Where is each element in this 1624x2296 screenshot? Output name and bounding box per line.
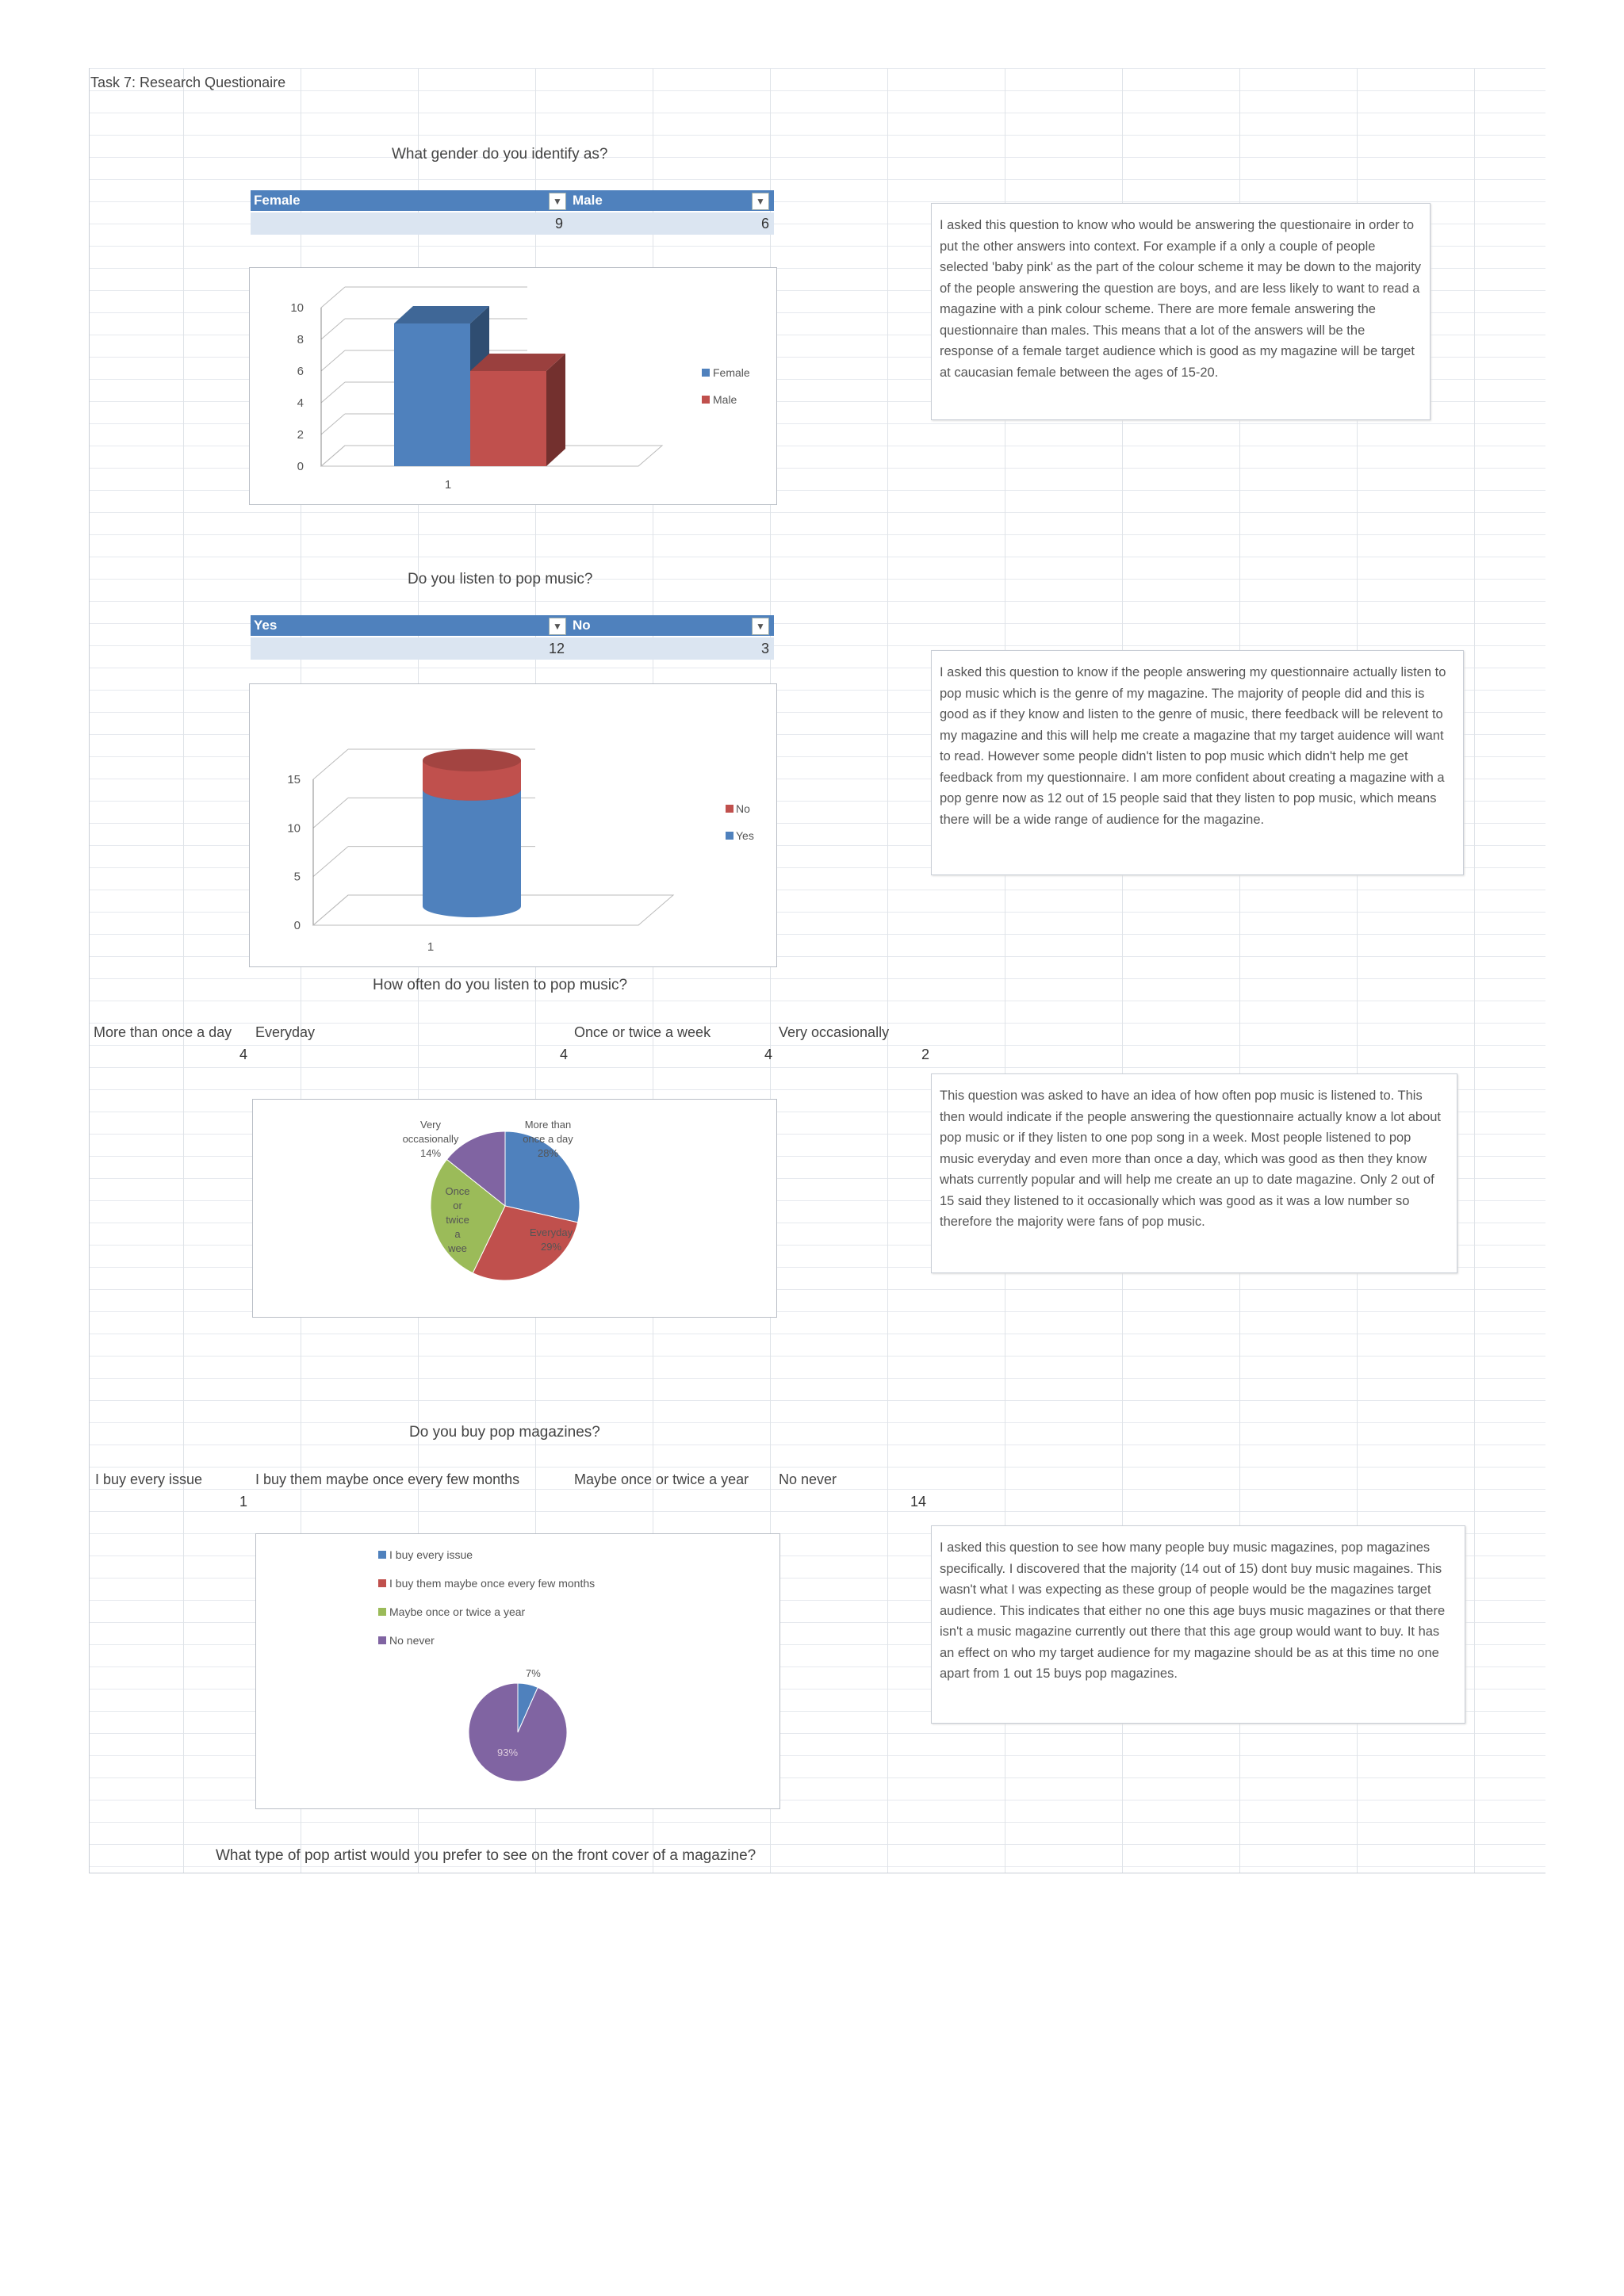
legend-swatch-male: [702, 396, 710, 404]
legend-label-male: Male: [713, 393, 737, 406]
chart-listen[interactable]: [249, 683, 777, 967]
header-no: No: [573, 618, 591, 633]
pie-data-label: or: [453, 1200, 462, 1211]
question-how-often: How often do you listen to pop music?: [373, 977, 628, 993]
legend-swatch-yes: [726, 832, 733, 840]
table-header-gender: [251, 190, 774, 211]
pie-data-label: 7%: [526, 1667, 541, 1679]
pie-data-label: Once: [445, 1185, 470, 1197]
pie-data-label: occasionally: [402, 1133, 459, 1145]
legend-label-female: Female: [713, 366, 750, 379]
note-how-often: This question was asked to have an idea of how often pop music is listened to. This then would indicate if the people answering the questionnaire actually know a lot about pop music or if they listen to one pop song in a week. Most people listened to pop music everyday and even more than once a day, which was good as then they know whats currently popular and will help me create an up to date magazine. Only 2 out of 15 said they listened to it occasionally which was good as it was a low number so therefore the majority were fans of pop music.: [931, 1073, 1457, 1273]
value-once-or-twice: 4: [764, 1047, 773, 1062]
legend-label-no: No: [736, 802, 750, 815]
y-tick-label: 2: [297, 428, 304, 442]
page-title: Task 7: Research Questionaire: [90, 75, 286, 90]
header-everyday: Everyday: [255, 1024, 316, 1040]
legend-swatch: [378, 1551, 386, 1559]
chart-listen-svg: [250, 684, 776, 966]
chart-buy-magazines[interactable]: [255, 1533, 780, 1809]
table-header-listen: [251, 615, 774, 636]
legend-label: I buy them maybe once every few months: [389, 1577, 596, 1590]
value-no-never: 14: [910, 1494, 927, 1510]
legend-swatch: [378, 1579, 386, 1587]
header-very-occasionally: Very occasionally: [779, 1024, 890, 1040]
question-listen: Do you listen to pop music?: [408, 571, 593, 587]
chart-gender[interactable]: [249, 267, 777, 505]
bar-side-male: [546, 354, 565, 466]
chart-how-often[interactable]: [252, 1099, 777, 1318]
legend-label: No never: [389, 1634, 435, 1647]
y-tick-label: 0: [297, 460, 304, 473]
note-buy-magazines: I asked this question to see how many people buy music magazines, pop magazines specifically. I discovered that the majority (14 out of 15) dont buy music magaines. This wasn't what I was expecting as these group of people would be the magazines target audience. This indicates that either no one this age buys music magazines or that there isn't a music magazine currently out there that this age group would want to buy. It has an effect on who my target audience for my magazine should be as at this time no one apart from 1 out 15 buys pop magazines.: [931, 1525, 1465, 1724]
question-pop-artist: What type of pop artist would you prefer to see on the front cover of a magazine?: [216, 1847, 756, 1864]
table-row-gender: [251, 212, 774, 235]
pie-data-label: More than: [524, 1119, 572, 1131]
legend-swatch-no: [726, 805, 733, 813]
chart-how-often-svg: [253, 1100, 776, 1317]
legend-swatch: [378, 1608, 386, 1616]
gridline-depth: [321, 350, 345, 371]
gridline-depth: [321, 287, 345, 308]
pie-data-label: 28%: [537, 1147, 559, 1159]
gridline-depth: [313, 749, 348, 779]
pie-data-label: 29%: [540, 1241, 562, 1253]
value-very-occasionally: 2: [921, 1047, 930, 1062]
legend-swatch-female: [702, 369, 710, 377]
header-once-twice-year: Maybe once or twice a year: [574, 1471, 749, 1487]
pie-data-label: a: [454, 1228, 461, 1240]
gridline-depth: [321, 414, 345, 434]
y-tick-label: 0: [293, 919, 301, 932]
header-buy-every-issue: I buy every issue: [95, 1471, 203, 1487]
value-everyday: 4: [560, 1047, 569, 1062]
filter-dropdown-male[interactable]: ▼: [752, 193, 769, 210]
x-tick-label: 1: [444, 478, 452, 492]
value-female: 9: [555, 216, 564, 232]
question-gender: What gender do you identify as?: [392, 146, 608, 163]
x-tick-label: 1: [427, 940, 435, 954]
y-tick-label: 15: [287, 773, 301, 786]
header-yes: Yes: [254, 618, 278, 633]
header-more-than-once: More than once a day: [94, 1024, 232, 1040]
header-few-months: I buy them maybe once every few months: [255, 1471, 520, 1487]
bar-male: [470, 371, 546, 466]
pie-data-label: wee: [448, 1242, 467, 1254]
chart-gender-svg: [250, 268, 776, 504]
header-once-or-twice: Once or twice a week: [574, 1024, 711, 1040]
cylinder-cap-no: [423, 749, 521, 771]
cylinder-segment-yes: [423, 790, 521, 917]
value-yes: 12: [549, 641, 565, 656]
legend-label: I buy every issue: [389, 1548, 473, 1561]
value-buy-every-issue: 1: [239, 1494, 248, 1510]
legend-label-yes: Yes: [736, 829, 754, 842]
pie-data-label: Everyday: [529, 1226, 573, 1238]
filter-dropdown-female[interactable]: ▼: [549, 193, 566, 210]
filter-dropdown-yes[interactable]: ▼: [549, 618, 566, 635]
note-gender: I asked this question to know who would be answering the questionaire in order to put the other answers into context. For example if a only a couple of people selected 'baby pink' as the part of the colour scheme it may be down to the majority of the people answering the question are boys, and are less likely to want to read a magazine with a pink colour scheme. There are more female answering the questionnaire than males. This means that a lot of the answers will be the response of a female target audience which is good as my magazine will be target at caucasian female between the ages of 15-20.: [931, 203, 1431, 420]
question-buy-magazines: Do you buy pop magazines?: [409, 1424, 600, 1441]
pie-data-label: Very: [419, 1119, 442, 1131]
header-no-never: No never: [779, 1471, 837, 1487]
y-tick-label: 8: [297, 333, 304, 346]
pie-data-label: 14%: [419, 1147, 442, 1159]
chart-buy-magazines-svg: [256, 1534, 779, 1808]
value-more-than-once: 4: [239, 1047, 248, 1062]
gridline-depth: [321, 382, 345, 403]
pie-data-label: once a day: [523, 1133, 573, 1145]
pie-data-label: 93%: [497, 1747, 519, 1758]
legend-label: Maybe once or twice a year: [389, 1605, 526, 1618]
pie-slice-3: [469, 1683, 567, 1781]
y-tick-label: 5: [293, 870, 301, 884]
legend-swatch: [378, 1636, 386, 1644]
note-listen: I asked this question to know if the people answering my questionnaire actually listen to pop music which is the genre of my magazine. The majority of people did and this is good as if they know and listen to the genre of music, there feedback will be relevent to my magazine and this will help me create a magazine that my target auidence will want to read. However some people didn't listen to pop music which didn't help me get feedback from my questionnaire. I am more confident about creating a magazine with a pop genre now as 12 out of 15 people said that they listen to pop music, which means there will be a wide range of audience for the magazine.: [931, 650, 1464, 875]
header-male: Male: [573, 193, 603, 208]
table-row-listen: [251, 637, 774, 660]
y-tick-label: 10: [290, 301, 304, 315]
gridline-depth: [321, 319, 345, 339]
value-no: 3: [761, 641, 770, 656]
header-female: Female: [254, 193, 301, 208]
bar-female: [394, 323, 470, 466]
gridline-depth: [313, 798, 348, 828]
y-tick-label: 6: [297, 365, 304, 378]
pie-data-label: twice: [446, 1214, 469, 1226]
gridline-depth: [313, 847, 348, 877]
y-tick-label: 10: [287, 821, 301, 836]
value-male: 6: [761, 216, 770, 232]
filter-dropdown-no[interactable]: ▼: [752, 618, 769, 635]
y-tick-label: 4: [297, 396, 304, 410]
